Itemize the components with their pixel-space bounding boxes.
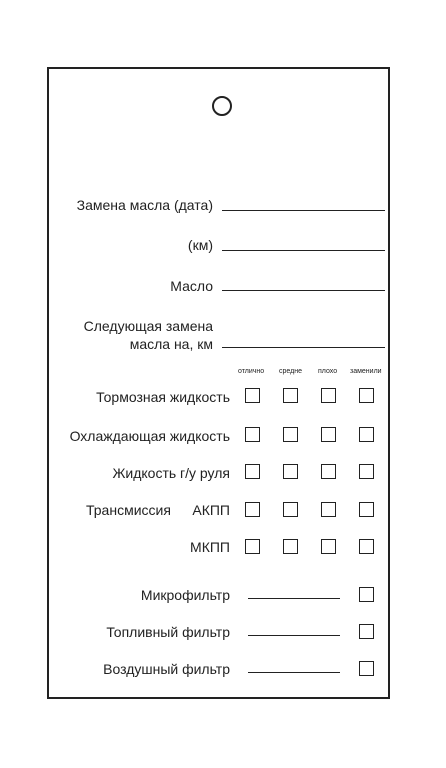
fuel-filter-field[interactable]	[248, 635, 340, 636]
automatic-average-checkbox[interactable]	[283, 502, 298, 517]
row-coolant-label: Охлаждающая жидкость	[69, 428, 230, 444]
row-brake-fluid-label: Тормозная жидкость	[96, 389, 230, 405]
coolant-replaced-checkbox[interactable]	[359, 427, 374, 442]
manual-excellent-checkbox[interactable]	[245, 539, 260, 554]
header-average: средне	[279, 368, 302, 375]
hang-hole	[212, 96, 232, 116]
next-change-field[interactable]	[222, 347, 385, 348]
header-excellent: отлично	[238, 368, 265, 375]
power-steering-average-checkbox[interactable]	[283, 464, 298, 479]
header-bad: плохо	[318, 368, 338, 375]
row-power-steering-label: Жидкость г/у руля	[112, 465, 230, 481]
cabin-filter-field[interactable]	[248, 598, 340, 599]
air-filter-checkbox[interactable]	[359, 661, 374, 676]
brake-fluid-average-checkbox[interactable]	[283, 388, 298, 403]
row-manual-label: МКПП	[190, 539, 230, 555]
coolant-bad-checkbox[interactable]	[321, 427, 336, 442]
manual-bad-checkbox[interactable]	[321, 539, 336, 554]
service-tag-card	[47, 67, 390, 699]
brake-fluid-replaced-checkbox[interactable]	[359, 388, 374, 403]
manual-average-checkbox[interactable]	[283, 539, 298, 554]
fuel-filter-checkbox[interactable]	[359, 624, 374, 639]
coolant-average-checkbox[interactable]	[283, 427, 298, 442]
next-change-label-line2: масла на, км	[129, 336, 213, 352]
cabin-filter-checkbox[interactable]	[359, 587, 374, 602]
air-filter-field[interactable]	[248, 672, 340, 673]
next-change-label-line1: Следующая замена	[83, 318, 213, 334]
oil-date-label: Замена масла (дата)	[76, 197, 213, 213]
row-automatic-label: АКПП	[192, 502, 230, 518]
oil-date-field[interactable]	[222, 210, 385, 211]
air-filter-label: Воздушный фильтр	[103, 661, 230, 677]
oil-km-field[interactable]	[222, 250, 385, 251]
oil-type-label: Масло	[170, 278, 213, 294]
power-steering-bad-checkbox[interactable]	[321, 464, 336, 479]
automatic-bad-checkbox[interactable]	[321, 502, 336, 517]
oil-type-field[interactable]	[222, 290, 385, 291]
brake-fluid-excellent-checkbox[interactable]	[245, 388, 260, 403]
coolant-excellent-checkbox[interactable]	[245, 427, 260, 442]
row-transmission-label: Трансмиссия	[86, 502, 171, 518]
cabin-filter-label: Микрофильтр	[140, 587, 230, 603]
header-replaced: заменили	[350, 368, 382, 375]
brake-fluid-bad-checkbox[interactable]	[321, 388, 336, 403]
power-steering-excellent-checkbox[interactable]	[245, 464, 260, 479]
automatic-excellent-checkbox[interactable]	[245, 502, 260, 517]
automatic-replaced-checkbox[interactable]	[359, 502, 374, 517]
manual-replaced-checkbox[interactable]	[359, 539, 374, 554]
power-steering-replaced-checkbox[interactable]	[359, 464, 374, 479]
oil-km-label: (км)	[187, 237, 213, 253]
fuel-filter-label: Топливный фильтр	[106, 624, 230, 640]
